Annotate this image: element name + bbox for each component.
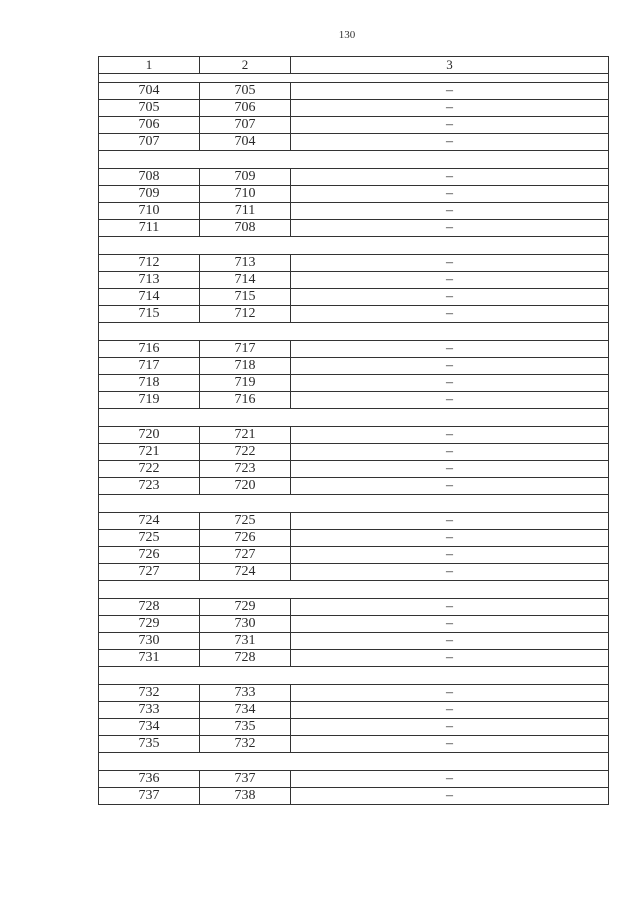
table-row (99, 444, 609, 461)
group-separator-row (99, 237, 609, 255)
table-cell-col-3: – (291, 478, 609, 495)
table-row (99, 306, 609, 323)
table-cell-col-3: – (291, 736, 609, 753)
table-cell-col-3: – (291, 341, 609, 358)
table-row (99, 478, 609, 495)
table-cell-col-3: – (291, 427, 609, 444)
table-cell-col-1: 705 (99, 100, 200, 117)
table-cell-col-1: 719 (99, 392, 200, 409)
table-row (99, 134, 609, 151)
table-cell-col-3: – (291, 702, 609, 719)
table-cell-col-1: 712 (99, 255, 200, 272)
table-cell-col-2: 714 (200, 272, 291, 289)
table-cell-col-2: 737 (200, 771, 291, 788)
table-cell-col-2: 725 (200, 513, 291, 530)
table-cell-col-2: 709 (200, 169, 291, 186)
table-cell-col-3: – (291, 289, 609, 306)
table-cell-col-2: 716 (200, 392, 291, 409)
table-body (99, 57, 609, 805)
group-separator-cell (99, 581, 609, 599)
table-cell-col-3: – (291, 117, 609, 134)
table-cell-col-3: – (291, 444, 609, 461)
table-cell-col-3: – (291, 513, 609, 530)
table-cell-col-2: 711 (200, 203, 291, 220)
table-cell-col-3: – (291, 134, 609, 151)
table-row (99, 427, 609, 444)
column-header-2: 2 (200, 57, 291, 74)
table-cell-col-2: 719 (200, 375, 291, 392)
table-cell-col-2: 726 (200, 530, 291, 547)
table-row (99, 513, 609, 530)
table-cell-col-3: – (291, 461, 609, 478)
table-cell-col-2: 718 (200, 358, 291, 375)
table-row (99, 358, 609, 375)
group-separator-row (99, 753, 609, 771)
table-row (99, 83, 609, 100)
table-cell-col-2: 724 (200, 564, 291, 581)
table-cell-col-3: – (291, 272, 609, 289)
table-row (99, 599, 609, 616)
table-cell-col-3: – (291, 358, 609, 375)
table-row (99, 169, 609, 186)
table-cell-col-3: – (291, 169, 609, 186)
table-cell-col-2: 728 (200, 650, 291, 667)
table-cell-col-3: – (291, 306, 609, 323)
table-cell-col-1: 717 (99, 358, 200, 375)
group-separator-cell (99, 323, 609, 341)
table-cell-col-1: 733 (99, 702, 200, 719)
table-cell-col-2: 712 (200, 306, 291, 323)
table-cell-col-3: – (291, 375, 609, 392)
table-row (99, 633, 609, 650)
group-separator-cell (99, 151, 609, 169)
table-row (99, 375, 609, 392)
table-cell-col-2: 717 (200, 341, 291, 358)
table-cell-col-3: – (291, 599, 609, 616)
table-row (99, 719, 609, 736)
table-cell-col-3: – (291, 719, 609, 736)
table-cell-col-2: 723 (200, 461, 291, 478)
table-cell-col-3: – (291, 650, 609, 667)
page-number: 130 (338, 29, 356, 41)
table-cell-col-1: 710 (99, 203, 200, 220)
table-cell-col-2: 730 (200, 616, 291, 633)
group-separator-row (99, 323, 609, 341)
group-separator-row (99, 151, 609, 169)
table-cell-col-3: – (291, 616, 609, 633)
table-row (99, 255, 609, 272)
table-cell-col-3: – (291, 203, 609, 220)
table-cell-col-2: 732 (200, 736, 291, 753)
table-cell-col-1: 737 (99, 788, 200, 805)
table-cell-col-1: 718 (99, 375, 200, 392)
table-cell-col-2: 708 (200, 220, 291, 237)
table-cell-col-1: 731 (99, 650, 200, 667)
table-cell-col-1: 709 (99, 186, 200, 203)
table-cell-col-1: 735 (99, 736, 200, 753)
table-row (99, 461, 609, 478)
table-cell-col-2: 731 (200, 633, 291, 650)
table-cell-col-1: 704 (99, 83, 200, 100)
table-cell-col-2: 734 (200, 702, 291, 719)
table-cell-col-1: 724 (99, 513, 200, 530)
table-cell-col-1: 708 (99, 169, 200, 186)
table-cell-col-1: 707 (99, 134, 200, 151)
table-cell-col-1: 716 (99, 341, 200, 358)
group-separator-cell (99, 237, 609, 255)
table-cell-col-2: 735 (200, 719, 291, 736)
group-separator-row (99, 495, 609, 513)
group-separator-row (99, 581, 609, 599)
table-cell-col-1: 723 (99, 478, 200, 495)
table-cell-col-2: 713 (200, 255, 291, 272)
table-cell-col-3: – (291, 788, 609, 805)
table-cell-col-3: – (291, 255, 609, 272)
table-cell-col-1: 728 (99, 599, 200, 616)
table-cell-col-2: 704 (200, 134, 291, 151)
table-cell-col-3: – (291, 771, 609, 788)
table-cell-col-2: 720 (200, 478, 291, 495)
table-cell-col-1: 726 (99, 547, 200, 564)
table-row (99, 117, 609, 134)
table-row (99, 220, 609, 237)
table-row (99, 685, 609, 702)
table-cell-col-2: 729 (200, 599, 291, 616)
table-cell-col-2: 738 (200, 788, 291, 805)
table-row (99, 341, 609, 358)
table-cell-col-3: – (291, 633, 609, 650)
table-cell-col-1: 736 (99, 771, 200, 788)
table-row (99, 702, 609, 719)
table-cell-col-1: 730 (99, 633, 200, 650)
group-separator-cell (99, 753, 609, 771)
table-cell-col-1: 721 (99, 444, 200, 461)
column-header-1: 1 (99, 57, 200, 74)
table-cell-col-1: 732 (99, 685, 200, 702)
table-row (99, 771, 609, 788)
table-cell-col-1: 727 (99, 564, 200, 581)
table-row (99, 203, 609, 220)
table-cell-col-2: 705 (200, 83, 291, 100)
group-separator-row (99, 74, 609, 83)
table-cell-col-3: – (291, 392, 609, 409)
table-row (99, 392, 609, 409)
table-row (99, 530, 609, 547)
table-row (99, 616, 609, 633)
table-cell-col-1: 713 (99, 272, 200, 289)
table-cell-col-3: – (291, 564, 609, 581)
table-row (99, 547, 609, 564)
table-row (99, 100, 609, 117)
table-row (99, 736, 609, 753)
group-separator-cell (99, 495, 609, 513)
data-table (98, 56, 609, 805)
group-separator-cell (99, 667, 609, 685)
table-row (99, 564, 609, 581)
table-cell-col-3: – (291, 100, 609, 117)
table-cell-col-1: 722 (99, 461, 200, 478)
table-cell-col-1: 715 (99, 306, 200, 323)
table-cell-col-1: 706 (99, 117, 200, 134)
table-row (99, 788, 609, 805)
data-table-container (98, 56, 608, 805)
table-cell-col-3: – (291, 186, 609, 203)
table-cell-col-2: 715 (200, 289, 291, 306)
table-header-row (99, 57, 609, 74)
table-cell-col-2: 707 (200, 117, 291, 134)
table-cell-col-3: – (291, 530, 609, 547)
table-cell-col-1: 711 (99, 220, 200, 237)
table-cell-col-1: 725 (99, 530, 200, 547)
table-row (99, 186, 609, 203)
table-cell-col-3: – (291, 685, 609, 702)
table-cell-col-3: – (291, 547, 609, 564)
group-separator-row (99, 409, 609, 427)
table-cell-col-2: 721 (200, 427, 291, 444)
table-row (99, 650, 609, 667)
table-cell-col-3: – (291, 220, 609, 237)
table-cell-col-2: 727 (200, 547, 291, 564)
group-separator-cell (99, 409, 609, 427)
table-row (99, 272, 609, 289)
table-cell-col-2: 706 (200, 100, 291, 117)
column-header-3: 3 (291, 57, 609, 74)
table-cell-col-1: 714 (99, 289, 200, 306)
table-cell-col-2: 722 (200, 444, 291, 461)
table-cell-col-2: 733 (200, 685, 291, 702)
group-separator-cell (99, 74, 609, 83)
table-cell-col-3: – (291, 83, 609, 100)
group-separator-row (99, 667, 609, 685)
table-row (99, 289, 609, 306)
table-cell-col-1: 720 (99, 427, 200, 444)
table-cell-col-1: 734 (99, 719, 200, 736)
table-cell-col-2: 710 (200, 186, 291, 203)
table-cell-col-1: 729 (99, 616, 200, 633)
